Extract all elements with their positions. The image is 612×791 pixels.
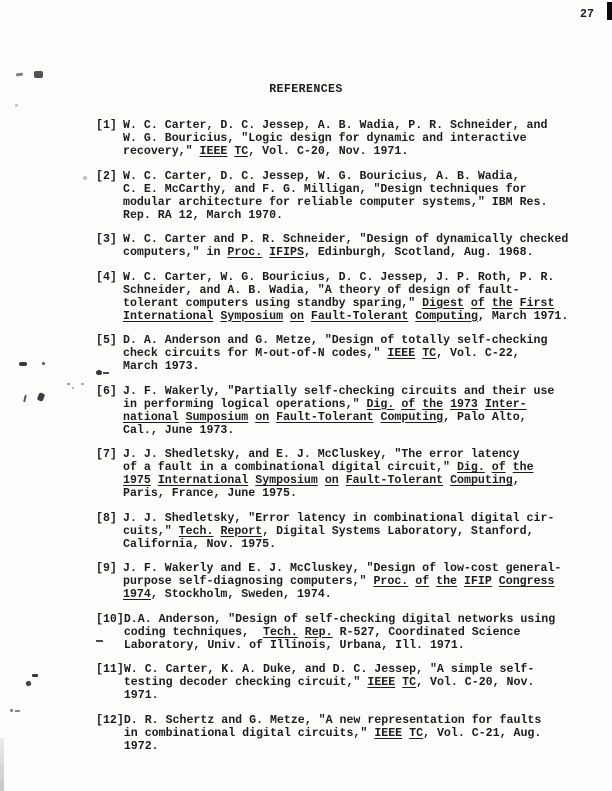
- reference-line: Rep. RA 12, March 1970.: [123, 208, 284, 222]
- reference-line: J. J. Shedletsky, and E. J. McCluskey, "The error latency: [123, 448, 520, 461]
- reference-line: 1974, Stockholm, Sweden, 1974.: [123, 588, 332, 601]
- reference-line: California, Nov. 1975.: [123, 537, 277, 551]
- ink-smudge: [96, 370, 102, 375]
- reference-line: 1971.: [123, 689, 159, 702]
- scan-speck: [10, 709, 13, 712]
- reference-line: modular architecture for reliable computer systems," IBM Res.: [123, 195, 548, 209]
- reference-line: D. A. Anderson and G. Metze, "Design of totally self-checking: [123, 334, 548, 347]
- reference-item: [96, 512, 586, 551]
- reference-number: [8]: [96, 511, 117, 525]
- reference-item: [96, 562, 586, 601]
- reference-line: D.A. Anderson, "Design of self-checking digital networks using: [123, 612, 556, 626]
- reference-line: computers," in Proc. IFIPS, Edinburgh, Scotland, Aug. 1968.: [123, 246, 534, 259]
- scan-speck: [15, 104, 18, 107]
- ink-smudge: [23, 395, 27, 402]
- reference-item: [96, 714, 586, 753]
- ink-smudge: [19, 362, 27, 366]
- reference-line: testing decoder checking circuit," IEEE TC, Vol. C-20, Nov.: [123, 676, 535, 689]
- reference-number: [4]: [96, 270, 117, 284]
- reference-line: Cal., June 1973.: [123, 423, 235, 437]
- reference-line: W. C. Carter, W. G. Bouricius, D. C. Jessep, J. P. Roth, P. R.: [123, 270, 555, 284]
- reference-line: W. C. Carter, D. C. Jessep, W. G. Bouricius, A. B. Wadia,: [123, 169, 520, 183]
- reference-text: [123, 562, 586, 601]
- scan-speck: [81, 383, 84, 385]
- reference-text: [124, 714, 586, 753]
- reference-item: [96, 334, 586, 373]
- reference-line: W. C. Carter, K. A. Duke, and D. C. Jessep, "A simple self-: [123, 663, 535, 676]
- reference-line: March 1973.: [123, 360, 200, 373]
- reference-item: [96, 233, 586, 259]
- reference-line: in performing logical operations," Dig. of the 1973 Inter-: [123, 397, 527, 411]
- reference-line: coding techniques, Tech. Rep. R-527, Coordinated Science: [123, 625, 521, 639]
- page-title: REFERENCES: [269, 83, 343, 96]
- ink-smudge: [96, 640, 103, 642]
- reference-item: [96, 271, 586, 323]
- reference-item: [96, 170, 586, 222]
- reference-number: [9]: [96, 562, 117, 575]
- reference-text: [123, 119, 586, 158]
- reference-text: [123, 385, 586, 437]
- reference-text: [123, 233, 586, 259]
- reference-item: [96, 119, 586, 158]
- reference-text: [123, 271, 586, 323]
- reference-line: Paris, France, June 1975.: [123, 487, 297, 500]
- reference-line: D. R. Schertz and G. Metze, "A new representation for faults: [123, 713, 542, 727]
- reference-line: Schneider, and A. B. Wadia, "A theory of design of fault-: [123, 283, 520, 297]
- reference-text: [123, 334, 586, 373]
- reference-number: [6]: [96, 384, 117, 398]
- scan-speck: [42, 362, 45, 365]
- reference-number: [5]: [96, 334, 117, 347]
- reference-line: International Symposium on Fault-Tolerant Computing, March 1971.: [123, 309, 569, 323]
- reference-line: cuits," Tech. Report, Digital Systems Laboratory, Stanford,: [123, 524, 534, 538]
- ink-smudge: [25, 680, 31, 686]
- reference-line: of a fault in a combinational digital circuit," Dig. of the: [123, 461, 534, 474]
- reference-line: C. E. McCarthy, and F. G. Milligan, "Design techniques for: [123, 182, 527, 196]
- ink-smudge: [103, 372, 109, 374]
- reference-line: recovery," IEEE TC, Vol. C-20, Nov. 1971.: [123, 145, 409, 158]
- reference-text: [123, 512, 586, 551]
- reference-line: check circuits for M-out-of-N codes," IEEE TC, Vol. C-22,: [123, 347, 520, 360]
- reference-number: [2]: [96, 169, 117, 183]
- reference-line: J. F. Wakerly, "Partially self-checking circuits and their use: [123, 384, 555, 398]
- ink-smudge: [32, 674, 38, 677]
- scan-speck: [83, 176, 87, 180]
- scan-speck: [72, 387, 74, 389]
- reference-text: [123, 170, 586, 222]
- reference-number: [7]: [96, 448, 117, 461]
- ink-smudge: [34, 71, 43, 78]
- references-list: [96, 119, 586, 764]
- reference-number: [11]: [96, 663, 124, 676]
- reference-line: 1975 International Symposium on Fault-Tolerant Computing,: [123, 474, 520, 487]
- reference-line: J. J. Shedletsky, "Error latency in combinational digital cir-: [123, 511, 555, 525]
- reference-line: J. F. Wakerly and E. J. McCluskey, "Design of low-cost general-: [123, 562, 562, 575]
- scan-corner-mark: [607, 2, 612, 20]
- reference-number: [3]: [96, 233, 117, 246]
- reference-line: 1972.: [123, 739, 159, 753]
- reference-line: purpose self-diagnosing computers," Proc. of the IFIP Congress: [123, 575, 555, 588]
- reference-number: [12]: [96, 713, 124, 727]
- scan-edge-shadow: [0, 738, 4, 791]
- ink-smudge: [16, 73, 23, 77]
- ink-smudge: [37, 392, 45, 402]
- reference-line: in combinational digital circuits," IEEE TC, Vol. C-21, Aug.: [123, 726, 542, 740]
- reference-text: [124, 663, 586, 702]
- reference-line: W. C. Carter, D. C. Jessep, A. B. Wadia, P. R. Schneider, and: [123, 119, 548, 132]
- reference-item: [96, 613, 586, 652]
- reference-line: tolerant computers using standby sparing," Digest of the First: [123, 296, 555, 310]
- reference-number: [10]: [96, 612, 124, 626]
- reference-line: W. C. Carter and P. R. Schneider, "Design of dynamically checked: [123, 233, 569, 246]
- scan-speck: [15, 710, 20, 712]
- reference-item: [96, 663, 586, 702]
- reference-text: [124, 613, 586, 652]
- reference-text: [123, 448, 586, 500]
- reference-line: Laboratory, Univ. of Illinois, Urbana, Ill. 1971.: [123, 638, 465, 652]
- reference-item: [96, 448, 586, 500]
- page-number: 27: [580, 8, 594, 21]
- reference-line: national Sumposium on Fault-Tolerant Computing, Palo Alto,: [123, 410, 527, 424]
- reference-line: W. G. Bouricius, "Logic design for dynamic and interactive: [123, 132, 527, 145]
- reference-number: [1]: [96, 119, 117, 132]
- reference-item: [96, 385, 586, 437]
- scan-speck: [67, 383, 70, 385]
